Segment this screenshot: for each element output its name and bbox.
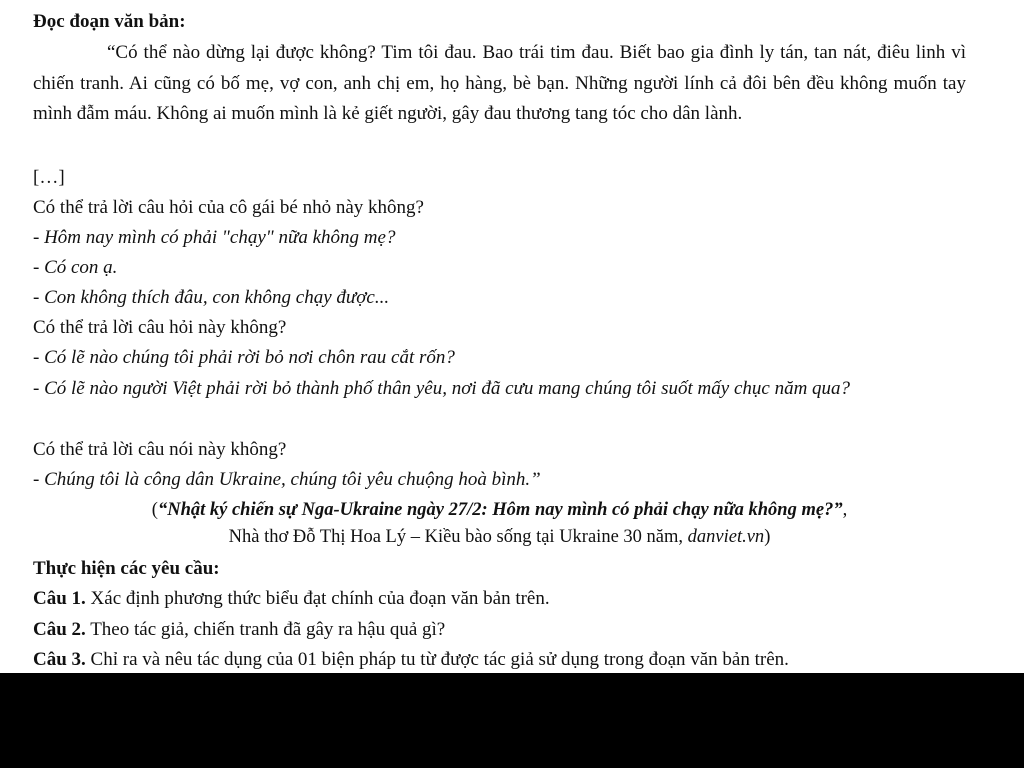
- black-letterbox-bar: [0, 673, 1024, 768]
- dialogue-line-2: - Có con ạ.: [33, 257, 118, 278]
- task-item: [33, 585, 550, 613]
- citation-title: “Nhật ký chiến sự Nga-Ukraine ngày 27/2: Hôm nay mình có phải chạy nữa không mẹ?”: [157, 500, 843, 520]
- citation: [33, 497, 966, 551]
- main-paragraph: “Có thể nào dừng lại được không? Tim tôi đau. Bao trái tim đau. Biết bao gia đình ly tán, tan nát, điêu linh vì chiến tranh. Ai cũng có bố mẹ, vợ con, anh chị em, họ hàng, bè bạn. Những người lính cả đôi bên đều không muốn tay mình đẫm máu. Không ai muốn mình là kẻ giết người, gây đau thương tang tóc cho dân lành.: [33, 42, 966, 124]
- dialogue-line-4: - Có lẽ nào chúng tôi phải rời bỏ nơi chôn rau cắt rốn?: [33, 347, 455, 368]
- task-item: [33, 616, 445, 644]
- question-line-1: Có thể trả lời câu hỏi của cô gái bé nhỏ này không?: [33, 197, 424, 218]
- dialogue-line-1: - Hôm nay mình có phải "chạy" nữa không mẹ?: [33, 227, 396, 248]
- dialogue-line-3: - Con không thích đâu, con không chạy được...: [33, 287, 390, 308]
- task-label: Câu 3.: [33, 649, 86, 670]
- citation-open: (: [151, 500, 158, 520]
- task-item: [33, 646, 789, 673]
- dialogue-line-6: - Chúng tôi là công dân Ukraine, chúng tôi yêu chuộng hoà bình.”: [33, 469, 541, 490]
- citation-comma: ,: [842, 500, 848, 520]
- dialogue-line-5: - Có lẽ nào người Việt phải rời bỏ thành phố thân yêu, nơi đã cưu mang chúng tôi suốt mấy chục năm qua?: [33, 378, 851, 399]
- citation-close: ): [764, 527, 771, 547]
- citation-source: danviet.vn: [687, 527, 765, 547]
- task-label: Câu 2.: [33, 619, 86, 640]
- question-line-3: Có thể trả lời câu nói này không?: [33, 439, 287, 460]
- task-text: Xác định phương thức biểu đạt chính của đoạn văn bản trên.: [85, 588, 550, 609]
- citation-author: Nhà thơ Đỗ Thị Hoa Lý – Kiều bào sống tại Ukraine 30 năm,: [228, 527, 688, 547]
- reading-heading: Đọc đoạn văn bản:: [33, 11, 186, 32]
- task-label: Câu 1.: [33, 588, 86, 609]
- tasks-heading: Thực hiện các yêu cầu:: [33, 558, 220, 579]
- ellipsis-marker: […]: [33, 167, 65, 188]
- task-text: Chỉ ra và nêu tác dụng của 01 biện pháp tu từ được tác giả sử dụng trong đoạn văn bản trên.: [85, 649, 789, 670]
- question-line-2: Có thể trả lời câu hỏi này không?: [33, 317, 287, 338]
- task-text: Theo tác giả, chiến tranh đã gây ra hậu quả gì?: [85, 619, 446, 640]
